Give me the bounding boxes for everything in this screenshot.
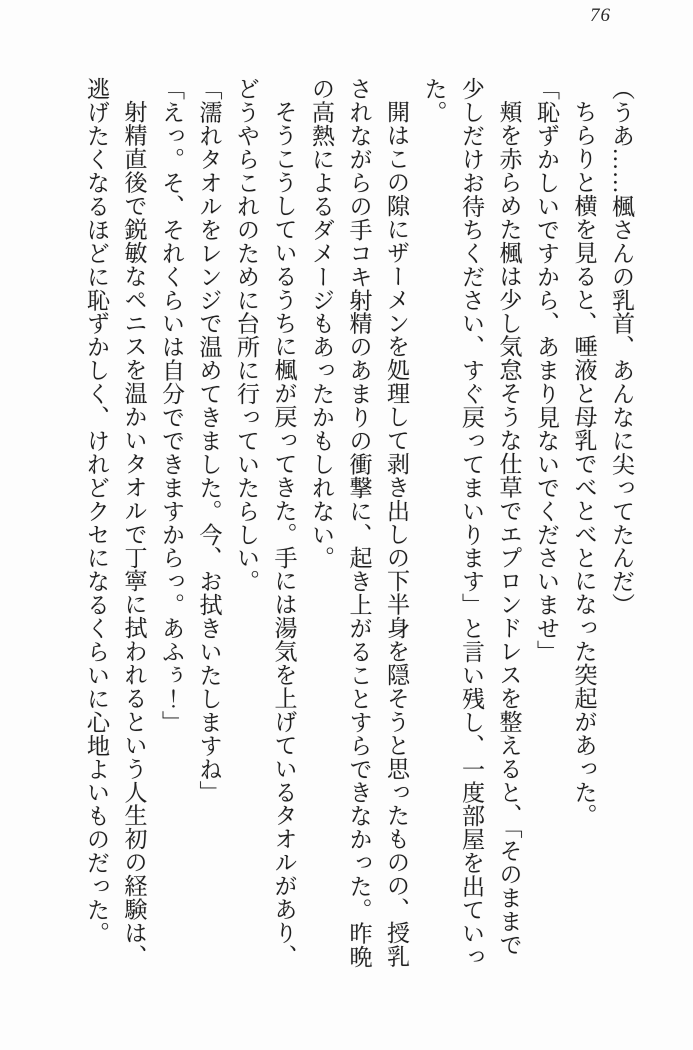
paragraph-narration: ちらりと横を見ると、唾液と母乳でべとべとになった突起があった。 [571,100,597,827]
body-text [77,77,640,969]
page-number: 76 [590,5,611,26]
paragraph-narration: そうこうしているうちに楓が戻ってきた。手には湯気を上げているタオルがあり、どうやらこれのために台所に行っていたらしい。 [234,77,297,968]
paragraph-narration: 射精直後で鋭敏なペニスを温かいタオルで丁寧に拭われるという人生初の経験は、逃げたくなるほどに恥ずかしく、けれどクセになるくらいに心地よいものだった。 [84,77,147,968]
paragraph-dialogue: 「濡れタオルをレンジで温めてきました。今、お拭きいたしますね」 [196,77,222,804]
paragraph-dialogue: 「えっ。そ、それくらいは自分でできますからっ。あふぅ！」 [159,77,184,734]
paragraph-narration: 開はこの隙にザーメンを処理して剥き出しの下半身を隠そうと思ったものの、授乳されながらの手コキ射精のあまりの衝撃に、起き上がることすらできなかった。昨晩の高熱によるダメージもあったかもしれない。 [309,77,409,969]
paragraph-narration: 頬を赤らめた楓は少し気怠そうな仕草でエプロンドレスを整えると、「そのままで少しだけお待ちください、すぐ戻ってまいります」と言い残し、一度部屋を出ていった。 [421,77,522,969]
paragraph-dialogue: 「恥ずかしいですから、あまり見ないでくださいませ」 [534,77,559,664]
paragraph-thought: （うあ……楓さんの乳首、あんなに尖ってたんだ） [609,77,634,617]
